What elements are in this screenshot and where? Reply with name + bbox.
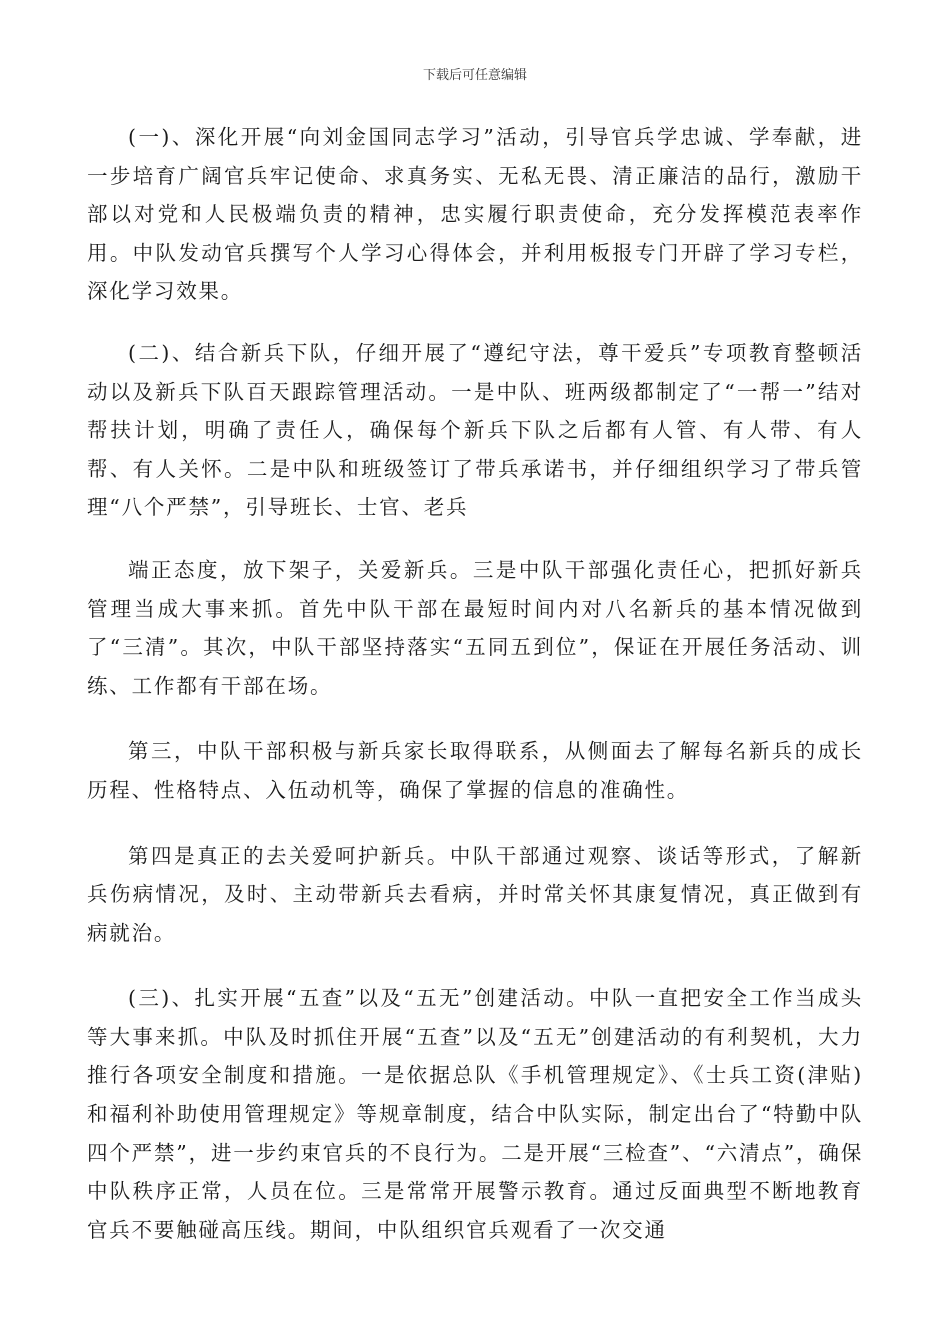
- document-body: [87, 118, 863, 1249]
- page-header: 下载后可任意编辑: [422, 68, 527, 83]
- paragraph-3: 端正态度，放下架子，关爱新兵。三是中队干部强化责任心，把抓好新兵管理当成大事来抓。首先中队干部在最短时间内对八名新兵的基本情况做到了“三清”。其次，中队干部坚持落实“五同五到位”，保证在开展任务活动、训练、工作都有干部在场。: [87, 557, 863, 698]
- paragraph-4: 第三，中队干部积极与新兵家长取得联系，从侧面去了解每名新兵的成长历程、性格特点、入伍动机等，确保了掌握的信息的准确性。: [87, 739, 863, 802]
- paragraph-2: (二)、结合新兵下队，仔细开展了“遵纪守法，尊干爱兵”专项教育整顿活动以及新兵下队百天跟踪管理活动。一是中队、班两级都制定了“一帮一”结对帮扶计划，明确了责任人，确保每个新兵下队之后都有人管、有人带、有人帮、有人关怀。二是中队和班级签订了带兵承诺书，并仔细组织学习了带兵管理“八个严禁”，引导班长、士官、老兵: [87, 340, 863, 520]
- paragraph-6: (三)、扎实开展“五查”以及“五无”创建活动。中队一直把安全工作当成头等大事来抓。中队及时抓住开展“五查”以及“五无”创建活动的有利契机，大力推行各项安全制度和措施。一是依据总队《手机管理规定》、《士兵工资(津贴)和福利补助使用管理规定》等规章制度，结合中队实际，制定出台了“特勤中队四个严禁”，进一步约束官兵的不良行为。二是开展“三检查”、“六清点”，确保中队秩序正常，人员在位。三是常常开展警示教育。通过反面典型不断地教育官兵不要触碰高压线。期间，中队组织官兵观看了一次交通: [87, 986, 863, 1242]
- paragraph-1: (一)、深化开展“向刘金国同志学习”活动，引导官兵学忠诚、学奉献，进一步培育广阔官兵牢记使命、求真务实、无私无畏、清正廉洁的品行，激励干部以对党和人民极端负责的精神，忠实履行职责使命，充分发挥模范表率作用。中队发动官兵撰写个人学习心得体会，并利用板报专门开辟了学习专栏，深化学习效果。: [87, 125, 863, 304]
- paragraph-5: 第四是真正的去关爱呵护新兵。中队干部通过观察、谈话等形式，了解新兵伤病情况，及时、主动带新兵去看病，并时常关怀其康复情况，真正做到有病就治。: [87, 843, 863, 945]
